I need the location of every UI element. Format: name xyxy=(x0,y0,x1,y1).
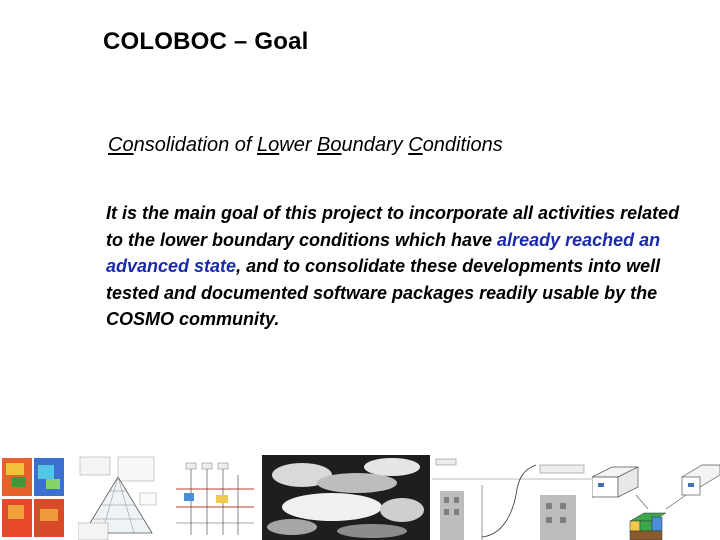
acronym-part-bo: Bo xyxy=(317,134,342,156)
profile-diagram-figure xyxy=(432,455,592,540)
map-panels-image xyxy=(0,455,66,540)
figure-strip xyxy=(0,455,720,540)
subtitle-text-2: wer xyxy=(279,134,318,156)
soil-triangle-figure xyxy=(78,455,158,540)
paragraph-highlight: already reached an advanced state xyxy=(106,229,661,276)
map-panels-figure xyxy=(0,455,66,540)
slide-subtitle xyxy=(108,134,503,157)
subtitle-text-1: nsolidation of xyxy=(133,134,257,156)
acronym-part-c: C xyxy=(408,134,423,156)
tile-diagram-image xyxy=(592,455,720,540)
acronym-part-co: Co xyxy=(108,134,134,156)
acronym-part-lo: Lo xyxy=(257,134,280,156)
satellite-figure xyxy=(262,455,430,540)
paragraph-text-start: It is the main goal of this project to incorporate all activities related to the lower boundary conditions which have xyxy=(106,203,680,250)
soil-triangle-image xyxy=(78,455,158,540)
subtitle-text-4: onditions xyxy=(422,134,503,156)
profile-diagram-image xyxy=(432,455,592,540)
flux-diagram-figure xyxy=(166,455,262,540)
paragraph-text-end: , and to consolidate these developments into well tested and documented software packages readily usable by the COSMO community. xyxy=(106,256,661,329)
flux-diagram-image xyxy=(166,455,262,540)
satellite-image xyxy=(262,455,430,540)
goal-paragraph xyxy=(106,200,686,333)
slide-title: COLOBOC – Goal xyxy=(103,28,309,55)
subtitle-text-3: undary xyxy=(341,134,409,156)
tile-diagram-figure xyxy=(592,455,720,540)
